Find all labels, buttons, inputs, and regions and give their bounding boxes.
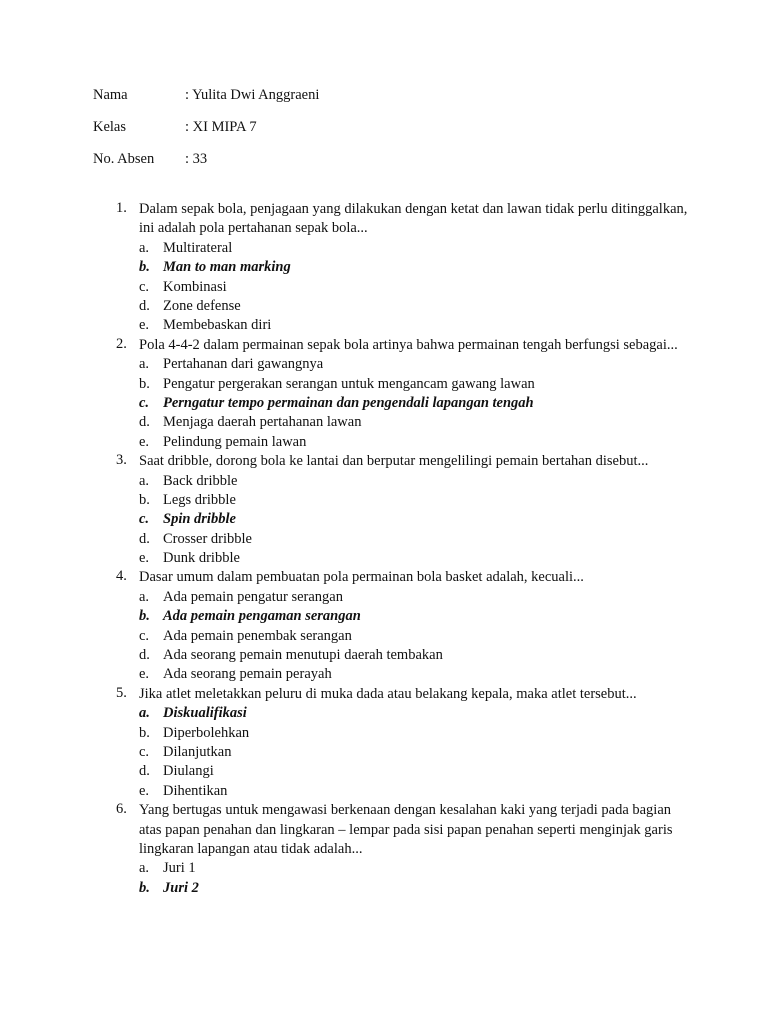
option-letter: a.: [139, 860, 150, 877]
option-list: [139, 588, 696, 685]
option-text: Membebaskan diri: [163, 317, 272, 334]
option-letter: e.: [139, 433, 150, 450]
option-text: Pertahanan dari gawangnya: [163, 356, 324, 373]
question-number: 2.: [116, 335, 127, 352]
option-text: Man to man marking: [163, 259, 291, 276]
kelas-label: Kelas: [93, 119, 127, 135]
option-list: [139, 355, 696, 452]
option-list: [139, 704, 696, 801]
option-b: [139, 724, 696, 743]
option-text: Ada seorang pemain perayah: [163, 666, 332, 683]
option-d: [139, 297, 696, 316]
option-letter: a.: [139, 588, 150, 605]
option-text: Spin dribble: [163, 511, 236, 528]
option-text: Diperbolehkan: [163, 724, 250, 741]
question-number: 1.: [116, 200, 127, 216]
option-text: Back dribble: [163, 472, 238, 489]
option-letter: e.: [139, 666, 150, 683]
option-letter: b.: [139, 491, 150, 508]
option-list: [139, 859, 696, 898]
question-text: Dalam sepak bola, penjagaan yang dilakukan dengan ketat dan lawan tidak perlu ditinggalkan, ini adalah pola pertahanan sepak bola...: [139, 201, 688, 237]
question-text: Pola 4-4-2 dalam permainan sepak bola artinya bahwa permainan tengah berfungsi sebagai...: [139, 336, 678, 353]
option-letter: b.: [139, 879, 150, 896]
option-c: [139, 743, 696, 762]
option-e: [139, 433, 696, 452]
question-number: 3.: [116, 452, 127, 469]
option-b: [139, 491, 696, 510]
option-text: Ada seorang pemain menutupi daerah tembakan: [163, 647, 443, 664]
option-text: Ada pemain penembak serangan: [163, 627, 352, 644]
option-text: Dunk dribble: [163, 550, 240, 567]
question-text: Dasar umum dalam pembuatan pola permainan bola basket adalah, kecuali...: [139, 569, 584, 586]
option-letter: c.: [139, 511, 150, 528]
option-b-selected-answer: [139, 607, 696, 626]
option-letter: b.: [139, 608, 150, 625]
option-letter: c.: [139, 627, 150, 644]
option-d: [139, 646, 696, 665]
option-text: Diskualifikasi: [163, 705, 247, 722]
option-d: [139, 413, 696, 432]
question-text: Jika atlet meletakkan peluru di muka dada atau belakang kepala, maka atlet tersebut...: [139, 685, 637, 702]
option-text: Multirateral: [163, 239, 233, 256]
option-e: [139, 549, 696, 568]
question-text: Saat dribble, dorong bola ke lantai dan berputar mengelilingi pemain bertahan disebut...: [139, 453, 649, 470]
option-a: [139, 859, 696, 878]
option-text: Perngatur tempo permainan dan pengendali lapangan tengah: [163, 394, 534, 411]
option-text: Legs dribble: [163, 491, 236, 508]
option-letter: d.: [139, 414, 150, 431]
option-text: Crosser dribble: [163, 530, 252, 547]
option-a-selected-answer: [139, 704, 696, 723]
option-letter: d.: [139, 297, 150, 314]
option-letter: a.: [139, 472, 150, 489]
question-1: [96, 200, 696, 336]
nama-label: Nama: [93, 87, 128, 103]
question-6: [96, 801, 696, 898]
nama-value: : Yulita Dwi Anggraeni: [185, 87, 320, 103]
option-text: Pelindung pemain lawan: [163, 433, 307, 450]
option-letter: d.: [139, 763, 150, 780]
option-b: [139, 375, 696, 394]
option-text: Dilanjutkan: [163, 744, 232, 761]
question-2: [96, 336, 696, 452]
option-a: [139, 472, 696, 491]
option-text: Pengatur pergerakan serangan untuk mengancam gawang lawan: [163, 375, 535, 392]
option-letter: a.: [139, 705, 150, 722]
option-text: Ada pemain pengaman serangan: [163, 608, 361, 625]
option-e: [139, 782, 696, 801]
option-d: [139, 762, 696, 781]
option-list: [139, 472, 696, 569]
option-c-selected-answer: [139, 394, 696, 413]
option-letter: d.: [139, 530, 150, 547]
option-text: Juri 2: [163, 879, 199, 896]
option-a: [139, 239, 696, 258]
option-b-selected-answer: [139, 879, 696, 898]
option-e: [139, 665, 696, 684]
kelas-value: : XI MIPA 7: [185, 119, 257, 135]
question-5: [96, 685, 696, 801]
question-number: 5.: [116, 684, 127, 701]
option-letter: a.: [139, 239, 150, 256]
option-text: Dihentikan: [163, 782, 228, 799]
option-c-selected-answer: [139, 510, 696, 529]
option-text: Zone defense: [163, 297, 241, 314]
option-letter: e.: [139, 550, 150, 567]
option-b-selected-answer: [139, 258, 696, 277]
option-a: [139, 355, 696, 374]
option-c: [139, 278, 696, 297]
option-text: Menjaga daerah pertahanan lawan: [163, 414, 362, 431]
option-letter: b.: [139, 724, 150, 741]
option-a: [139, 588, 696, 607]
question-number: 4.: [116, 568, 127, 585]
option-letter: e.: [139, 782, 150, 799]
option-text: Kombinasi: [163, 278, 227, 295]
option-letter: c.: [139, 394, 150, 411]
option-text: Juri 1: [163, 860, 196, 877]
question-3: [96, 452, 696, 568]
option-c: [139, 627, 696, 646]
option-list: [139, 239, 696, 336]
question-list: [96, 200, 696, 898]
option-text: Ada pemain pengatur serangan: [163, 588, 343, 605]
option-text: Diulangi: [163, 763, 214, 780]
question-number: 6.: [116, 801, 127, 818]
absen-value: : 33: [185, 151, 208, 167]
absen-label: No. Absen: [93, 151, 155, 167]
option-letter: c.: [139, 744, 150, 761]
option-letter: b.: [139, 259, 150, 276]
option-letter: a.: [139, 356, 150, 373]
question-4: [96, 568, 696, 684]
option-e: [139, 316, 696, 335]
option-letter: d.: [139, 647, 150, 664]
option-d: [139, 530, 696, 549]
question-text: Yang bertugas untuk mengawasi berkenaan dengan kesalahan kaki yang terjadi pada bagian atas papan penahan dan lingkaran – lempar pada sisi papan penahan seperti menginjak garis lingkaran lapangan atau tidak adalah...: [139, 802, 673, 858]
option-letter: b.: [139, 375, 150, 392]
option-letter: c.: [139, 278, 150, 295]
option-letter: e.: [139, 317, 150, 334]
